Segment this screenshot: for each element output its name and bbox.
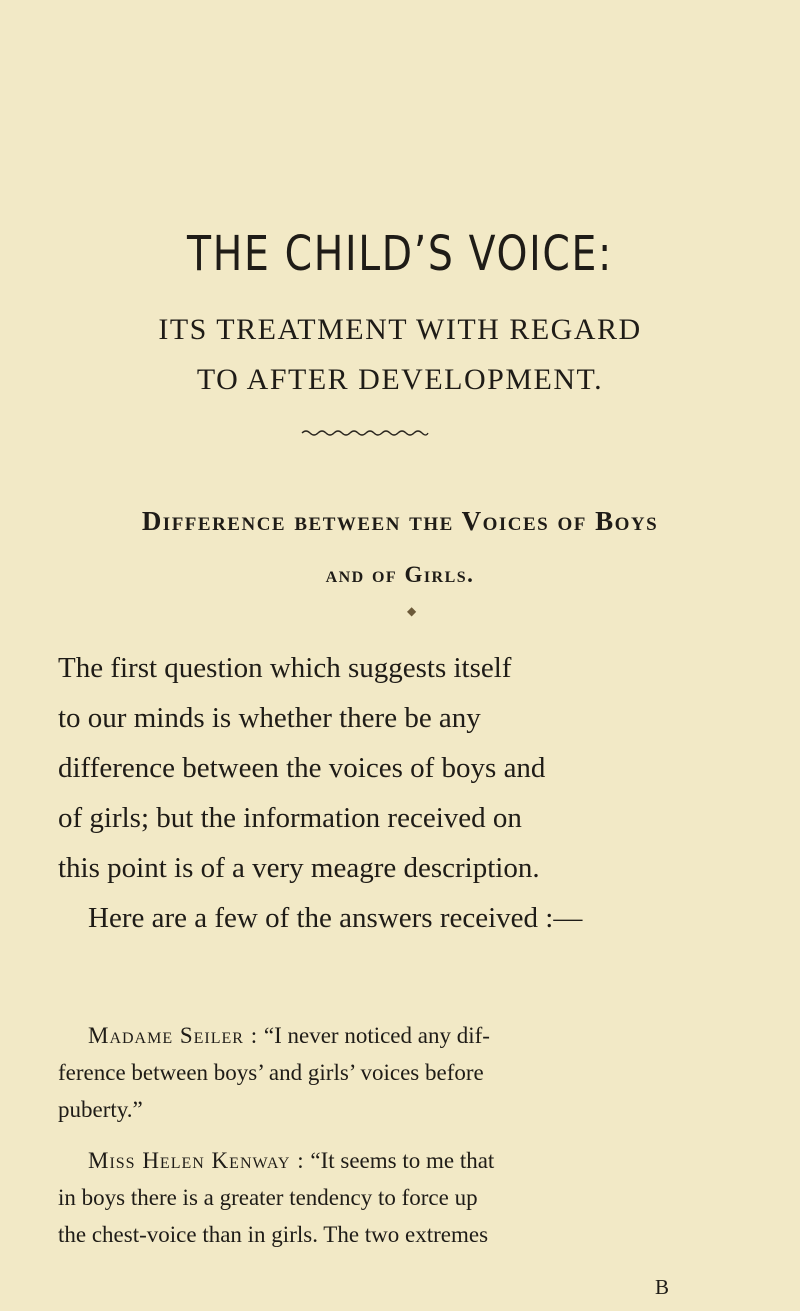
- subtitle-line-1: ITS TREATMENT WITH REGARD: [158, 313, 642, 346]
- section-heading-line-1: Difference between the Voices of Boys: [141, 506, 659, 536]
- quote-line: in boys there is a greater tendency to force up: [58, 1185, 478, 1210]
- paragraph-line: of girls; but the information received on: [58, 802, 522, 834]
- section-heading-line-2: and of Girls.: [325, 562, 475, 587]
- paragraph-line: difference between the voices of boys and: [58, 752, 546, 784]
- quote-line: the chest-voice than in girls. The two extremes: [58, 1222, 489, 1247]
- paragraph-line: to our minds is whether there be any: [58, 702, 481, 734]
- paragraph-line: The first question which suggests itself: [58, 652, 512, 684]
- body-paragraph: [58, 643, 738, 943]
- print-speck-icon: ◆: [407, 604, 417, 618]
- paragraph-line: this point is of a very meagre description.: [58, 852, 540, 884]
- quote-line: puberty.”: [58, 1097, 143, 1122]
- signature-mark: B: [655, 1275, 670, 1299]
- quote-line: ference between boys’ and girls’ voices before: [58, 1060, 484, 1085]
- quote-block: [58, 1017, 748, 1128]
- page-title: THE CHILD’S VOICE:: [187, 226, 613, 282]
- quote-speaker: Madame Seiler :: [88, 1023, 259, 1048]
- quote-line: “I never noticed any dif-: [263, 1023, 490, 1048]
- subtitle-line-2: TO AFTER DEVELOPMENT.: [196, 363, 604, 396]
- wavy-rule-ornament: [300, 428, 430, 438]
- quote-speaker: Miss Helen Kenway :: [88, 1148, 305, 1173]
- quote-block: [58, 1142, 748, 1253]
- quote-line: “It seems to me that: [310, 1148, 495, 1173]
- paragraph-line: Here are a few of the answers received :—: [88, 902, 583, 934]
